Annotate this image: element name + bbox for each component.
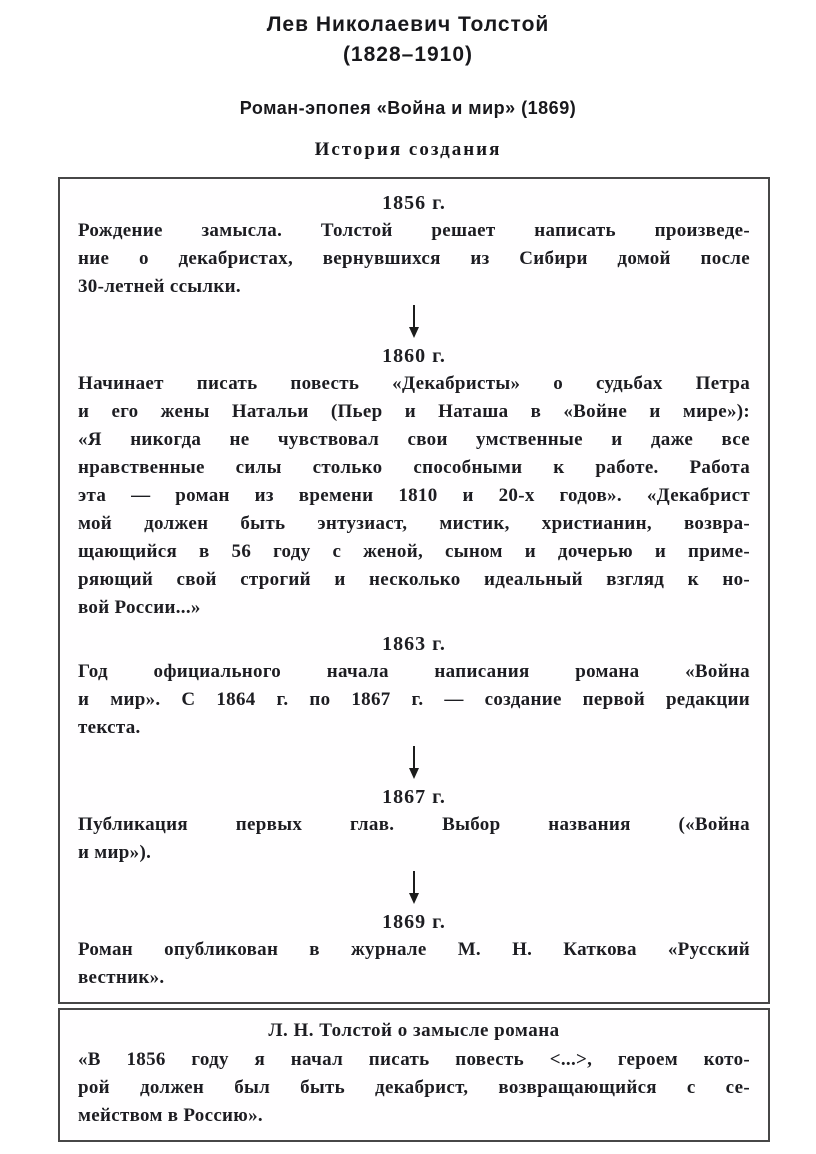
event-paragraph: Публикация первых глав. Выбор названия («Война и мир»). [78, 814, 750, 863]
year-heading: 1856 г. [382, 192, 446, 214]
year-heading: 1863 г. [382, 633, 446, 655]
author-years: (1828–1910) [342, 43, 474, 66]
event-paragraph: Год официального начала написания романа «Война и мир». С 1864 г. по 1867 г. — создание первой редакции текста. [78, 661, 750, 738]
event-paragraph: Начинает писать повесть «Декабристы» о судьбах Петра и его жены Натальи (Пьер и Наташа в «Войне и мире»): «Я никогда не чувствовал свои умственные и даже все нравственные силы столько способными к работе. Работа эта — роман из времени 1810 и 20-х годов». «Декабрист мой должен быть энтузиаст, мистик, христианин, возвра- щающийся в 56 году с женой, сыном и дочерью и приме- ряющий свой строгий и несколько идеальный взгляд к но- вой России...» [78, 373, 750, 618]
arrow-head [409, 327, 419, 338]
arrow-shaft [413, 746, 415, 769]
section-title: История создания [314, 139, 502, 160]
down-arrow-icon [78, 743, 750, 781]
down-arrow-icon [78, 302, 750, 340]
quote-heading: Л. Н. Толстой о замысле романа [268, 1020, 560, 1041]
work-title: Роман-эпопея «Война и мир» (1869) [239, 98, 577, 118]
arrow-shaft [413, 871, 415, 894]
year-heading: 1869 г. [382, 911, 446, 933]
arrow-head [409, 893, 419, 904]
year-heading: 1860 г. [382, 345, 446, 367]
author-name: Лев Николаевич Толстой [266, 13, 550, 36]
timeline-box [58, 177, 770, 1004]
arrow-shaft [413, 305, 415, 328]
quote-box [58, 1008, 770, 1142]
quote-paragraph: «В 1856 году я начал писать повесть <...>, героем кото- рой должен был быть декабрист, возвращающийся с се- мейством в Россию». [78, 1049, 750, 1126]
timeline-event-1856 [78, 189, 750, 301]
timeline-event-1863 [78, 630, 750, 742]
down-arrow-icon [78, 868, 750, 906]
timeline-event-1860 [78, 342, 750, 622]
timeline-event-1869 [78, 908, 750, 992]
event-paragraph: Рождение замысла. Толстой решает написать произведе- ние о декабристах, вернувшихся из Сибири домой после 30-летней ссылки. [78, 220, 750, 297]
document-header [0, 0, 816, 161]
year-heading: 1867 г. [382, 786, 446, 808]
event-paragraph: Роман опубликован в журнале М. Н. Каткова «Русский вестник». [78, 939, 750, 988]
arrow-head [409, 768, 419, 779]
timeline-event-1867 [78, 783, 750, 867]
